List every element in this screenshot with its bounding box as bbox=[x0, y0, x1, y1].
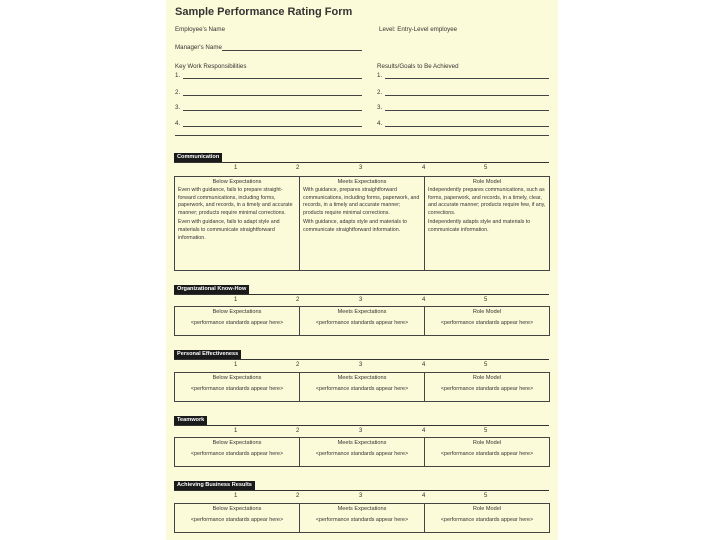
rating-scale bbox=[166, 493, 558, 501]
below-expectations-column bbox=[175, 177, 299, 270]
section-title-achieving-business-results: Achieving Business Results bbox=[174, 481, 255, 490]
column-header: Below Expectations bbox=[212, 309, 262, 315]
scale-3[interactable]: 3 bbox=[359, 493, 363, 499]
standard-text: Even with guidance, fails to prepare straight-forward communications, including forms, paperwork, and records, in a timely and accurate manner; products require minimal corrections. bbox=[178, 187, 293, 216]
scale-4[interactable]: 4 bbox=[422, 493, 426, 499]
standards-placeholder: <performance standards appear here> bbox=[440, 517, 534, 523]
standards-placeholder: <performance standards appear here> bbox=[315, 386, 409, 392]
responsibility-number: 1. bbox=[175, 72, 181, 79]
rating-scale bbox=[166, 165, 558, 173]
responsibility-number: 3. bbox=[175, 104, 181, 111]
column-header: Meets Expectations bbox=[337, 440, 387, 446]
column-header: Below Expectations bbox=[212, 506, 262, 512]
standards-placeholder: <performance standards appear here> bbox=[440, 386, 534, 392]
standards-placeholder: <performance standards appear here> bbox=[190, 451, 284, 457]
goal-number: 1. bbox=[377, 72, 383, 79]
scale-1[interactable]: 1 bbox=[234, 165, 238, 171]
scale-1[interactable]: 1 bbox=[234, 428, 238, 434]
organizational-know-how-grid bbox=[174, 306, 550, 336]
scale-2[interactable]: 2 bbox=[296, 165, 300, 171]
standards-placeholder: <performance standards appear here> bbox=[190, 517, 284, 523]
section-rule bbox=[174, 425, 549, 426]
meets-expectations-column bbox=[299, 504, 424, 532]
standards-placeholder: <performance standards appear here> bbox=[440, 451, 534, 457]
standards-placeholder: <performance standards appear here> bbox=[190, 386, 284, 392]
role-model-column bbox=[424, 504, 549, 532]
section-rule bbox=[174, 490, 549, 491]
standard-text: With guidance, adapts style and materials to communicate straightforward information. bbox=[303, 219, 407, 233]
scale-3[interactable]: 3 bbox=[359, 362, 363, 368]
section-rule bbox=[174, 359, 549, 360]
section-title-organizational-know-how: Organizational Know-How bbox=[174, 285, 249, 294]
goal-field-3[interactable] bbox=[385, 110, 549, 111]
communication-grid bbox=[174, 176, 550, 271]
scale-2[interactable]: 2 bbox=[296, 428, 300, 434]
manager-name-field[interactable] bbox=[222, 50, 362, 51]
standards-placeholder: <performance standards appear here> bbox=[190, 320, 284, 326]
goal-number: 4. bbox=[377, 120, 383, 127]
standard-text: Independently adapts style and materials to communicate information. bbox=[428, 219, 531, 233]
scale-4[interactable]: 4 bbox=[422, 297, 426, 303]
column-header: Below Expectations bbox=[212, 440, 262, 446]
rating-form-page bbox=[166, 0, 558, 540]
achieving-business-results-grid bbox=[174, 503, 550, 533]
goal-field-1[interactable] bbox=[385, 78, 549, 79]
section-rule bbox=[174, 162, 549, 163]
scale-4[interactable]: 4 bbox=[422, 362, 426, 368]
meets-expectations-column bbox=[299, 307, 424, 335]
scale-5[interactable]: 5 bbox=[484, 428, 488, 434]
standards-placeholder: <performance standards appear here> bbox=[315, 451, 409, 457]
standard-text: Independently prepares communications, such as forms, paperwork, and records, in a timely, clear, and accurate manner; products require few, if any, corrections. bbox=[428, 187, 546, 216]
scale-5[interactable]: 5 bbox=[484, 493, 488, 499]
responsibility-field-1[interactable] bbox=[183, 78, 362, 79]
column-header: Meets Expectations bbox=[337, 375, 387, 381]
standards-placeholder: <performance standards appear here> bbox=[440, 320, 534, 326]
rating-scale bbox=[166, 297, 558, 305]
scale-1[interactable]: 1 bbox=[234, 297, 238, 303]
scale-3[interactable]: 3 bbox=[359, 165, 363, 171]
scale-2[interactable]: 2 bbox=[296, 493, 300, 499]
column-header: Role Model bbox=[472, 440, 502, 446]
scale-3[interactable]: 3 bbox=[359, 428, 363, 434]
scale-1[interactable]: 1 bbox=[234, 362, 238, 368]
goal-number: 3. bbox=[377, 104, 383, 111]
below-expectations-column bbox=[175, 373, 299, 401]
role-model-column bbox=[424, 307, 549, 335]
section-title-teamwork: Teamwork bbox=[174, 416, 207, 425]
responsibility-number: 2. bbox=[175, 89, 181, 96]
scale-5[interactable]: 5 bbox=[484, 297, 488, 303]
column-header: Meets Expectations bbox=[337, 506, 387, 512]
divider bbox=[175, 135, 549, 136]
column-header: Role Model bbox=[472, 179, 502, 185]
responsibility-field-2[interactable] bbox=[183, 95, 362, 96]
employee-name-label: Employee's Name bbox=[175, 26, 226, 33]
meets-expectations-column bbox=[299, 438, 424, 466]
responsibility-field-3[interactable] bbox=[183, 110, 362, 111]
below-expectations-column bbox=[175, 307, 299, 335]
role-model-column bbox=[424, 373, 549, 401]
key-responsibilities-label: Key Work Responsibilities bbox=[175, 63, 247, 70]
column-header: Below Expectations bbox=[212, 375, 262, 381]
standard-text: Even with guidance, fails to adapt style and materials to communicate straightforward information. bbox=[178, 219, 280, 241]
responsibility-field-4[interactable] bbox=[183, 126, 362, 127]
personal-effectiveness-grid bbox=[174, 372, 550, 402]
role-model-column bbox=[424, 177, 549, 270]
scale-1[interactable]: 1 bbox=[234, 493, 238, 499]
goal-field-2[interactable] bbox=[385, 95, 549, 96]
scale-4[interactable]: 4 bbox=[422, 428, 426, 434]
column-header: Role Model bbox=[472, 309, 502, 315]
section-title-communication: Communication bbox=[174, 153, 222, 162]
rating-scale bbox=[166, 362, 558, 370]
scale-5[interactable]: 5 bbox=[484, 165, 488, 171]
meets-expectations-column bbox=[299, 177, 424, 270]
scale-3[interactable]: 3 bbox=[359, 297, 363, 303]
column-header: Meets Expectations bbox=[337, 309, 387, 315]
standard-text: With guidance, prepares straightforward communications, including forms, paperwork, and records, in a timely and accurate manner; products require minimal corrections. bbox=[303, 187, 420, 216]
role-model-column bbox=[424, 438, 549, 466]
teamwork-grid bbox=[174, 437, 550, 467]
scale-2[interactable]: 2 bbox=[296, 362, 300, 368]
below-expectations-column bbox=[175, 438, 299, 466]
results-goals-label: Results/Goals to Be Achieved bbox=[377, 63, 459, 70]
scale-2[interactable]: 2 bbox=[296, 297, 300, 303]
column-header: Meets Expectations bbox=[337, 179, 387, 185]
level-label: Level: Entry-Level employee bbox=[379, 26, 458, 33]
below-expectations-column bbox=[175, 504, 299, 532]
section-rule bbox=[174, 294, 549, 295]
standards-placeholder: <performance standards appear here> bbox=[315, 517, 409, 523]
goal-number: 2. bbox=[377, 89, 383, 96]
form-title: Sample Performance Rating Form bbox=[175, 6, 353, 18]
scale-5[interactable]: 5 bbox=[484, 362, 488, 368]
goal-field-4[interactable] bbox=[385, 126, 549, 127]
scale-4[interactable]: 4 bbox=[422, 165, 426, 171]
rating-scale bbox=[166, 428, 558, 436]
manager-name-label: Manager's Name bbox=[175, 44, 222, 51]
column-header: Below Expectations bbox=[212, 179, 262, 185]
column-header: Role Model bbox=[472, 506, 502, 512]
meets-expectations-column bbox=[299, 373, 424, 401]
responsibility-number: 4. bbox=[175, 120, 181, 127]
column-header: Role Model bbox=[472, 375, 502, 381]
standards-placeholder: <performance standards appear here> bbox=[315, 320, 409, 326]
section-title-personal-effectiveness: Personal Effectiveness bbox=[174, 350, 241, 359]
